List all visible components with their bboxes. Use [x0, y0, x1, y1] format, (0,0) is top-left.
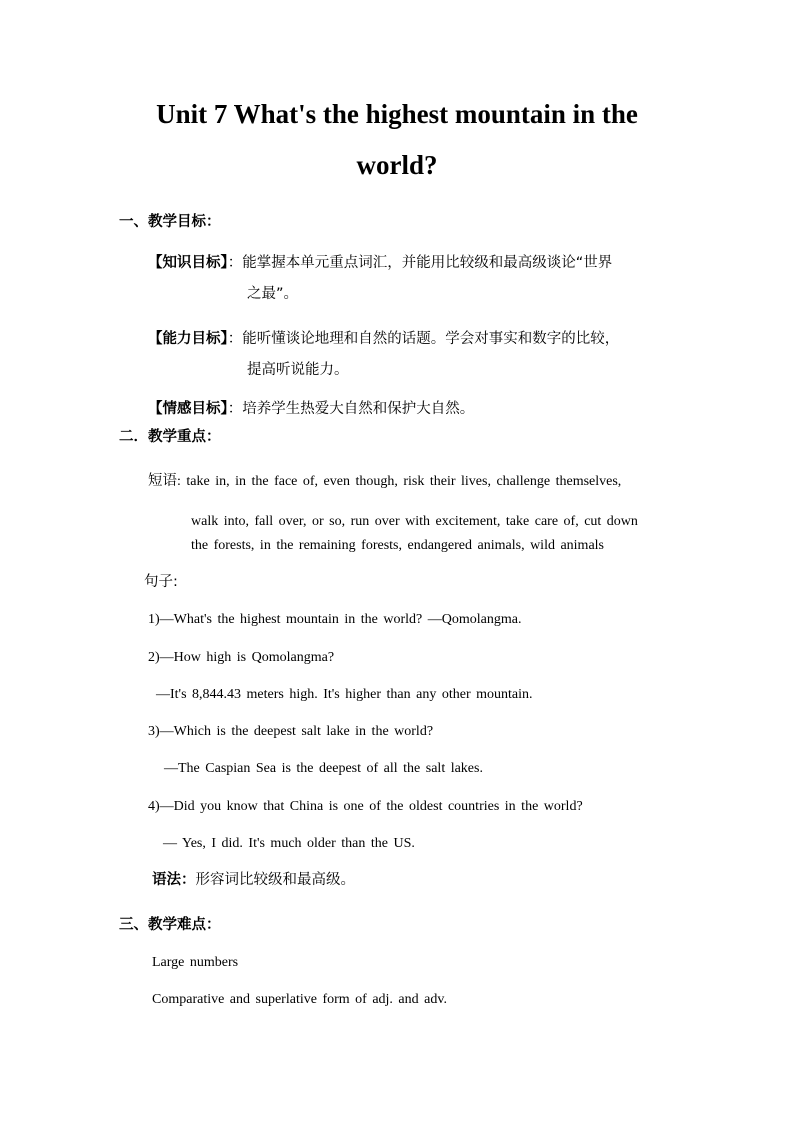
knowledge-goal-text: ：能掌握本单元重点词汇，并能用比较级和最高级谈论“世界: [227, 255, 613, 271]
knowledge-goal: [148, 254, 612, 272]
ability-goal: [148, 330, 619, 348]
sentence-item: — Yes, I did. It's much older than the US.: [163, 836, 415, 851]
ability-goal-text: ：能听懂谈论地理和自然的话题。学会对事实和数字的比较，: [227, 331, 620, 347]
sentence-item: 4)—Did you know that China is one of the oldest countries in the world?: [148, 799, 583, 814]
section-1-heading: 一、教学目标：: [119, 214, 221, 230]
section-3-heading: 三、教学难点：: [119, 917, 221, 933]
section-2-heading: 二．教学重点：: [119, 429, 221, 445]
sentence-item: 3)—Which is the deepest salt lake in the world?: [148, 724, 434, 739]
document-title-line-1: Unit 7 What's the highest mountain in the: [156, 99, 638, 129]
sentence-item: —The Caspian Sea is the deepest of all the salt lakes.: [164, 761, 483, 776]
emotion-goal: [148, 400, 474, 418]
phrases-line-1: [148, 472, 621, 491]
grammar-label: 语法：: [152, 872, 196, 888]
emotion-goal-label: 【情感目标】: [148, 401, 228, 417]
ability-goal-label: 【能力目标】: [148, 331, 228, 347]
sentence-item: 1)—What's the highest mountain in the world? —Qomolangma.: [148, 612, 522, 627]
difficulty-item: Large numbers: [152, 955, 239, 970]
emotion-goal-text: ：培养学生热爱大自然和保护大自然。: [227, 401, 475, 417]
knowledge-goal-continued: 之最”。: [247, 286, 299, 302]
sentences-label: 句子:: [144, 574, 178, 590]
difficulty-item: Comparative and superlative form of adj. and adv.: [152, 992, 447, 1007]
phrases-text-1: : take in, in the face of, even though, risk their lives, challenge themselves,: [177, 474, 622, 489]
grammar-line: [152, 871, 355, 889]
phrases-line-2: walk into, fall over, or so, run over with excitement, take care of, cut down: [191, 514, 638, 529]
phrases-line-3: the forests, in the remaining forests, endangered animals, wild animals: [191, 538, 605, 553]
sentence-item: 2)—How high is Qomolangma?: [148, 650, 335, 665]
grammar-text: 形容词比较级和最高级。: [195, 872, 355, 888]
knowledge-goal-label: 【知识目标】: [148, 255, 228, 271]
ability-goal-continued: 提高听说能力。: [247, 362, 349, 378]
phrases-label: 短语: [148, 473, 177, 489]
sentence-item: —It's 8,844.43 meters high. It's higher than any other mountain.: [156, 687, 533, 702]
document-title-line-2: world?: [356, 150, 438, 180]
